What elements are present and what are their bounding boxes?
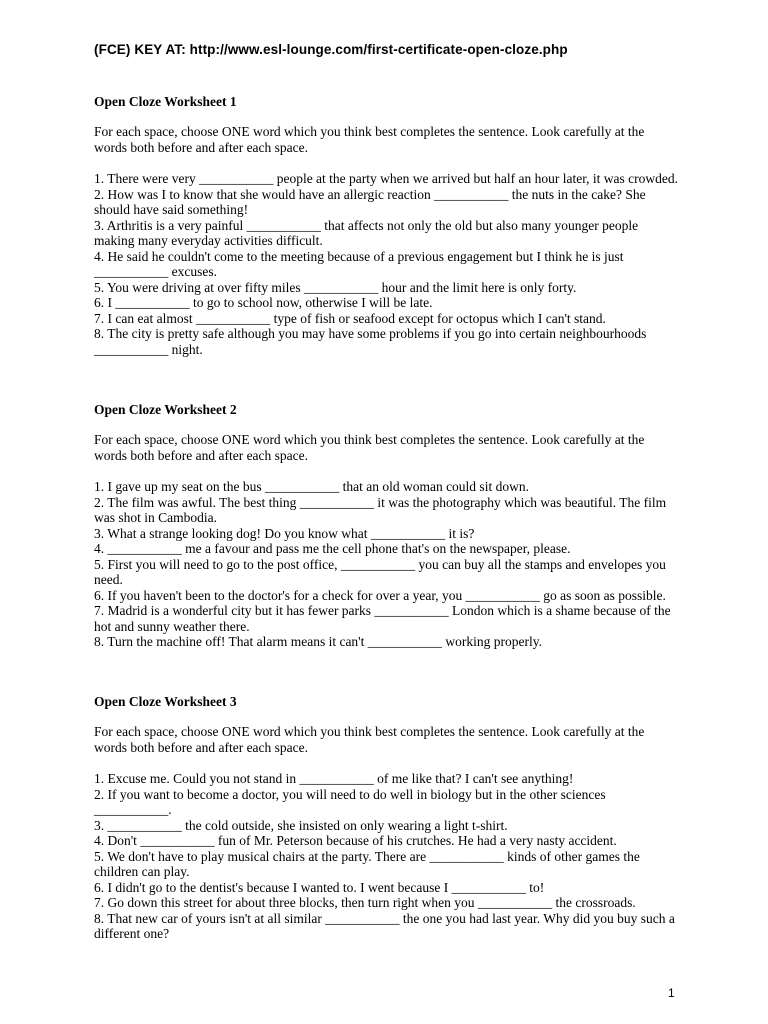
worksheet-2-items [94, 479, 678, 650]
list-item: 2. If you want to become a doctor, you will need to do well in biology but in the other sciences ___________. [94, 786, 606, 817]
page-number: 1 [668, 986, 675, 1000]
worksheet-1-items [94, 171, 678, 357]
list-item: 7. Madrid is a wonderful city but it has fewer parks ___________ London which is a shame because of the hot and sunny weather there. [94, 603, 671, 634]
list-item: 5. We don't have to play musical chairs at the party. There are ___________ kinds of other games the children can play. [94, 848, 640, 879]
list-item: 5. You were driving at over fifty miles ___________ hour and the limit here is only forty. [94, 279, 577, 295]
worksheet-1-instructions: For each space, choose ONE word which you think best completes the sentence. Look carefully at the words both before and after each space. [94, 124, 645, 155]
list-item: 2. How was I to know that she would have an allergic reaction ___________ the nuts in the cake? She should have said something! [94, 186, 646, 217]
list-item: 1. Excuse me. Could you not stand in ___________ of me like that? I can't see anything! [94, 771, 574, 786]
list-item: 5. First you will need to go to the post office, ___________ you can buy all the stamps and envelopes you need. [94, 556, 666, 587]
worksheet-3-instructions: For each space, choose ONE word which you think best completes the sentence. Look carefully at the words both before and after each space. [94, 724, 645, 755]
list-item: 4. He said he couldn't come to the meeting because of a previous engagement but I think he is just ___________ excuses. [94, 248, 624, 279]
list-item: 6. I ___________ to go to school now, otherwise I will be late. [94, 295, 433, 310]
list-item: 3. Arthritis is a very painful ___________ that affects not only the old but also many younger people making many everyday activities difficult. [94, 217, 639, 248]
list-item: 3. What a strange looking dog! Do you know what ___________ it is? [94, 525, 475, 541]
list-item: 4. ___________ me a favour and pass me the cell phone that's on the newspaper, please. [94, 541, 571, 556]
list-item: 7. I can eat almost ___________ type of fish or seafood except for octopus which I can't stand. [94, 310, 606, 326]
list-item: 4. Don't ___________ fun of Mr. Peterson because of his crutches. He had a very nasty accident. [94, 833, 617, 848]
list-item: 6. I didn't go to the dentist's because I wanted to. I went because I ___________ to! [94, 879, 545, 895]
worksheet-2-title: Open Cloze Worksheet 2 [94, 402, 237, 417]
list-item: 8. The city is pretty safe although you may have some problems if you go into certain neighbourhoods ___________ night. [94, 326, 647, 357]
list-item: 1. I gave up my seat on the bus ___________ that an old woman could sit down. [94, 479, 529, 494]
list-item: 7. Go down this street for about three blocks, then turn right when you ___________ the crossroads. [94, 895, 636, 910]
worksheet-3-title: Open Cloze Worksheet 3 [94, 694, 237, 709]
answer-key-header: (FCE) KEY AT: http://www.esl-lounge.com/first-certificate-open-cloze.php [94, 42, 568, 57]
list-item: 8. Turn the machine off! That alarm means it can't ___________ working properly. [94, 634, 542, 649]
list-item: 6. If you haven't been to the doctor's for a check for over a year, you ___________ go as soon as possible. [94, 587, 666, 603]
worksheet-3-items [94, 771, 678, 942]
list-item: 3. ___________ the cold outside, she insisted on only wearing a light t-shirt. [94, 817, 508, 833]
worksheet-2-instructions: For each space, choose ONE word which you think best completes the sentence. Look carefully at the words both before and after each space. [94, 432, 645, 463]
list-item: 8. That new car of yours isn't at all similar ___________ the one you had last year. Why did you buy such a different one? [94, 910, 675, 941]
list-item: 2. The film was awful. The best thing ___________ it was the photography which was beautiful. The film was shot in Cambodia. [94, 494, 667, 525]
list-item: 1. There were very ___________ people at the party when we arrived but half an hour later, it was crowded. [94, 171, 679, 186]
worksheet-1-title: Open Cloze Worksheet 1 [94, 94, 237, 109]
